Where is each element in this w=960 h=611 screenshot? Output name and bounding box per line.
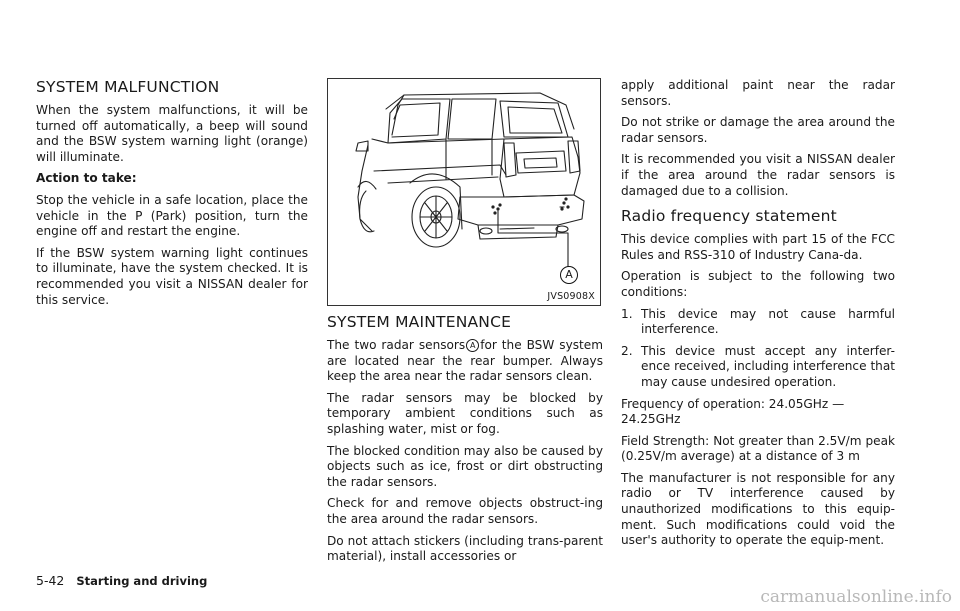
watermark: carmanualsonline.info bbox=[760, 587, 952, 607]
page-number: 5-42 bbox=[36, 573, 65, 588]
radar-text-before: The two radar sensors bbox=[327, 338, 466, 352]
callout-a-label: A bbox=[565, 268, 573, 281]
list-item bbox=[621, 344, 895, 391]
malfunction-paragraph: When the system malfunctions, it will be turned off automatically, a beep will sound and the BSW system warning light (orange) will illuminate. bbox=[36, 103, 308, 164]
paint-paragraph: apply additional paint near the radar sensors. bbox=[621, 78, 895, 108]
callout-a-marker: A bbox=[466, 339, 479, 352]
column-2 bbox=[327, 78, 603, 565]
manufacturer-paragraph: The manufacturer is not responsible for any radio or TV interference caused by unauthorized modifications to this equip-ment. Such modifications could void the user's authority to operate the equip-ment. bbox=[621, 470, 895, 548]
page-footer bbox=[36, 573, 207, 588]
radar-text-after: for the BSW system are located near the rear bumper. Always keep the area near the radar sensors clean. bbox=[327, 338, 603, 384]
list-item-number: 2. bbox=[621, 343, 633, 358]
warning-light-paragraph: If the BSW system warning light continues to illuminate, have the system checked. It is recommended you visit a NISSAN dealer for this service. bbox=[36, 245, 308, 307]
list-item-text: This device must accept any interfer-ence received, including interference that may cause undesired operation. bbox=[641, 343, 895, 389]
figure-code: JVS0908X bbox=[547, 291, 595, 302]
conditions-paragraph: Operation is subject to the following two conditions: bbox=[621, 269, 895, 299]
list-item bbox=[621, 307, 895, 338]
fcc-paragraph: This device complies with part 15 of the FCC Rules and RSS-310 of Industry Cana-da. bbox=[621, 232, 895, 262]
field-strength-paragraph: Field Strength: Not greater than 2.5V/m peak (0.25V/m average) at a distance of 3 m bbox=[621, 433, 895, 464]
conditions-list bbox=[621, 307, 895, 391]
maintenance-paragraph-4: Check for and remove objects obstruct-ing the area around the radar sensors. bbox=[327, 496, 603, 526]
heading-system-maintenance: SYSTEM MAINTENANCE bbox=[327, 313, 512, 331]
maintenance-paragraph-5: Do not attach stickers (including trans-parent material), install accessories or bbox=[327, 533, 603, 564]
callout-a bbox=[560, 266, 578, 284]
column-1 bbox=[36, 78, 308, 314]
radar-sensor-figure bbox=[327, 78, 601, 306]
maintenance-paragraph-1 bbox=[327, 338, 603, 385]
frequency-paragraph: Frequency of operation: 24.05GHz — 24.25GHz bbox=[621, 396, 845, 427]
dealer-paragraph: It is recommended you visit a NISSAN dealer if the area around the radar sensors is damaged due to a collision. bbox=[621, 152, 895, 198]
strike-paragraph: Do not strike or damage the area around the radar sensors. bbox=[621, 115, 895, 145]
maintenance-paragraph-2: The radar sensors may be blocked by temporary ambient conditions such as splashing water, mist or fog. bbox=[327, 390, 603, 436]
heading-radio-frequency: Radio frequency statement bbox=[621, 207, 837, 226]
list-item-text: This device may not cause harmful interference. bbox=[641, 306, 895, 337]
list-item-number: 1. bbox=[621, 306, 633, 321]
column-3 bbox=[621, 78, 895, 555]
action-paragraph: Stop the vehicle in a safe location, place the vehicle in the P (Park) position, turn the engine off and restart the engine. bbox=[36, 192, 308, 239]
section-title: Starting and driving bbox=[76, 574, 208, 588]
action-label: Action to take: bbox=[36, 171, 137, 186]
heading-system-malfunction: SYSTEM MALFUNCTION bbox=[36, 78, 220, 96]
maintenance-paragraph-3: The blocked condition may also be caused by objects such as ice, frost or dirt obstructing the radar sensors. bbox=[327, 443, 604, 489]
